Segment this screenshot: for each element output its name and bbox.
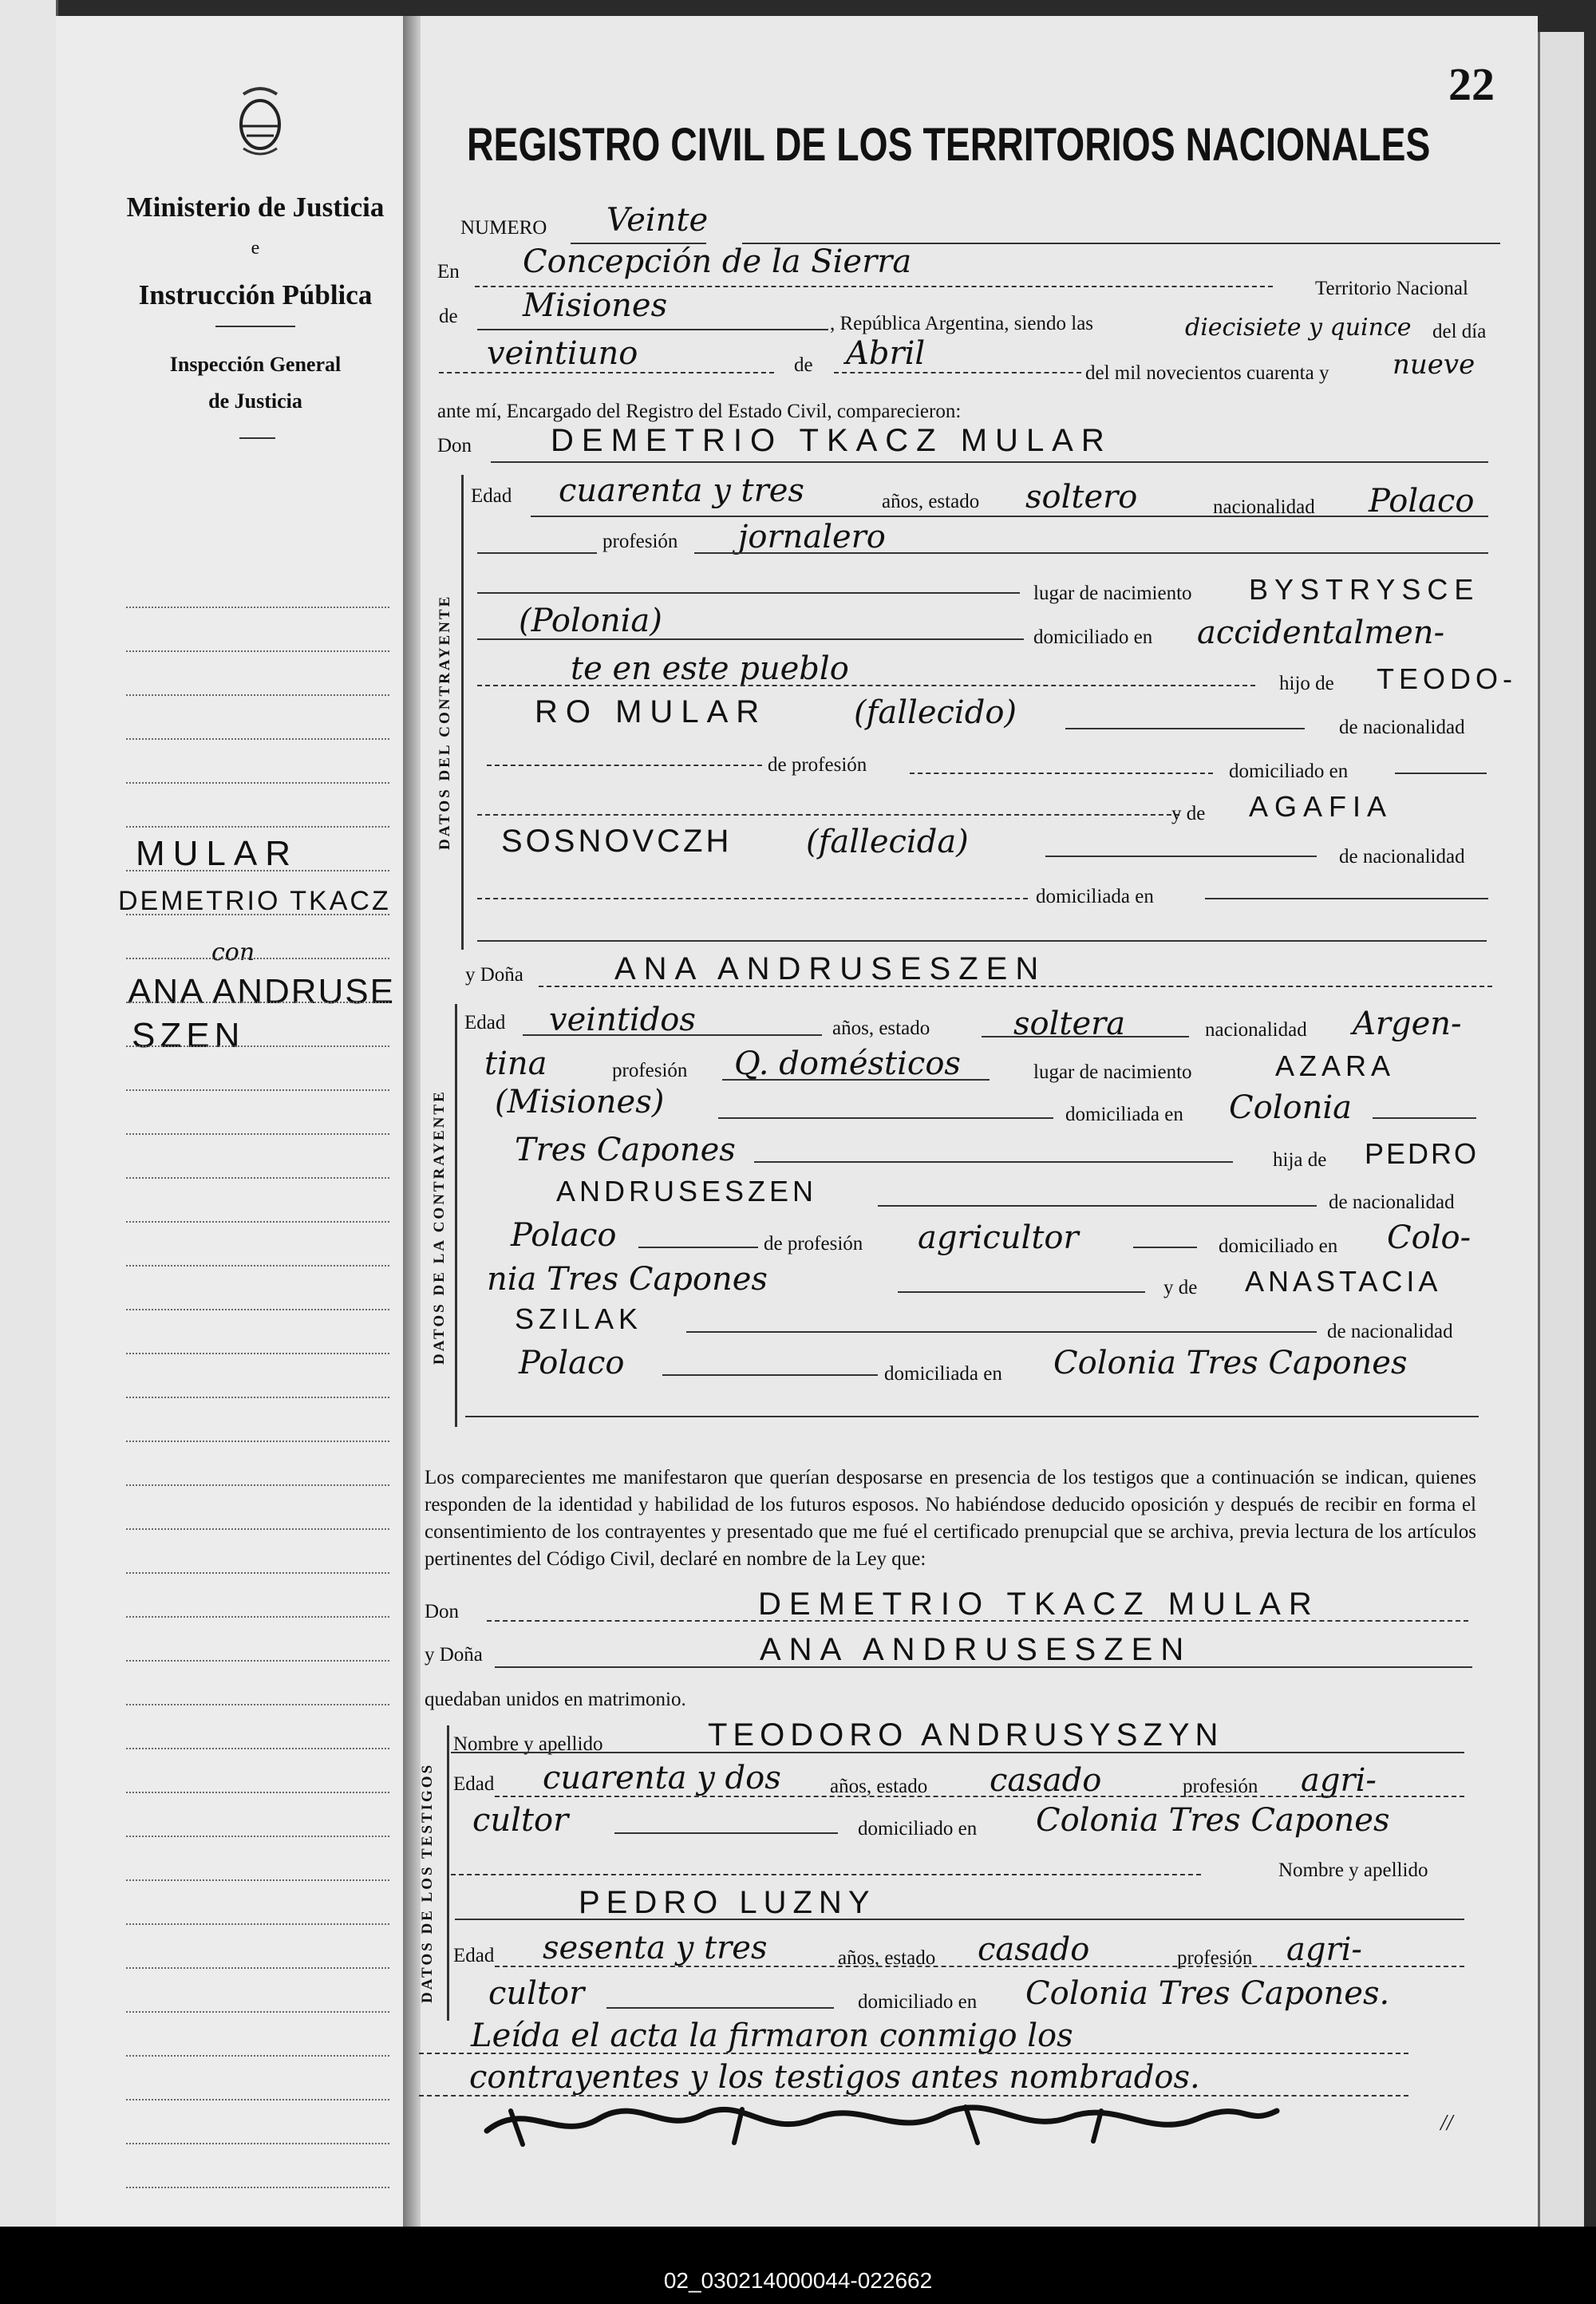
- w2-profesion-2: cultor: [488, 1975, 585, 2012]
- anio-value: nueve: [1393, 349, 1476, 381]
- bride-edad-label: Edad: [464, 1012, 506, 1033]
- bride-edad-line: [523, 1034, 822, 1036]
- bride-father-value-1: PEDRO: [1365, 1137, 1479, 1170]
- groom-domicilio-value-2: te en este pueblo: [571, 650, 849, 687]
- end-mark: //: [1440, 2111, 1453, 2136]
- bride-y-de-label: y de: [1163, 1277, 1198, 1298]
- margin-note-con: con: [211, 939, 255, 966]
- w1-edad: cuarenta y dos: [543, 1760, 781, 1796]
- w2-anios-estado-label: años, estado: [838, 1947, 936, 1969]
- groom-father-profesion-line: [910, 773, 1213, 774]
- margin-dotted-line: [126, 914, 389, 915]
- groom-nacionalidad-label: nacionalidad: [1213, 496, 1315, 518]
- w2-edad-line: [495, 1966, 1464, 1967]
- image-caption: 02_030214000044-022662: [663, 2268, 933, 2293]
- decl-dona-label: y Doña: [425, 1644, 483, 1666]
- margin-dotted-line: [126, 782, 389, 784]
- bride-mother-nacionalidad-label: de nacionalidad: [1327, 1321, 1453, 1342]
- margin-dotted-line: [126, 1440, 389, 1442]
- bride-nacionalidad-value-2: tina: [484, 1045, 547, 1082]
- w2-edad-label: Edad: [453, 1945, 495, 1966]
- groom-father-value-1: TEODO-: [1377, 662, 1517, 695]
- groom-signature: [479, 2095, 1285, 2151]
- bride-profesion-value: Q. domésticos: [734, 1045, 961, 1082]
- witnesses-section-bracket: [447, 1725, 449, 2021]
- bride-mother-value-1: ANASTACIA: [1245, 1265, 1442, 1298]
- previous-page-edge: [0, 0, 58, 2235]
- bride-name: ANA ANDRUSESZEN: [614, 951, 1047, 986]
- bride-hija-label: hija de: [1273, 1149, 1327, 1171]
- numero-value: Veinte: [606, 202, 709, 239]
- groom-hijo-label: hijo de: [1279, 673, 1334, 694]
- declaration-text: Los comparecientes me manifestaron que querían desposarse en presencia de los testigos que a continuación se indican, quienes responden de la identidad y habilidad de los futuros esposos. No habiéndose deducido oposición y después de recibir en forma el consentimiento de los contrayentes y presentado que me fué el certificado prenupcial que se archiva, previa lectura de los artículos pertinentes del Código Civil, declaré en nombre de la Ley que:: [425, 1467, 1476, 1570]
- w2-name: PEDRO LUZNY: [579, 1885, 876, 1920]
- bride-father-nacionalidad-label: de nacionalidad: [1329, 1192, 1455, 1213]
- unidos-text: quedaban unidos en matrimonio.: [425, 1689, 686, 1710]
- w2-profesion-label: profesión: [1177, 1947, 1253, 1969]
- ministry-name-line3: Instrucción Pública: [138, 279, 373, 310]
- groom-domicilio-line: [477, 685, 1255, 686]
- groom-domicilio-value-1: accidentalmen-: [1197, 615, 1445, 651]
- w1-name: TEODORO ANDRUSYSZYN: [708, 1717, 1224, 1753]
- w2-edad: sesenta y tres: [543, 1930, 768, 1966]
- bride-domicilio-line-2: [754, 1161, 1233, 1163]
- margin-dotted-line: [126, 1045, 389, 1047]
- groom-estado-value: soltero: [1025, 479, 1138, 516]
- hora-value: diecisiete y quince: [1185, 314, 1412, 342]
- bride-section-label: DATOS DE LA CONTRAYENTE: [431, 1089, 448, 1365]
- bride-domicilio-value-2: Tres Capones: [515, 1132, 736, 1168]
- en-label: En: [437, 261, 460, 283]
- bride-father-profesion: agricultor: [918, 1219, 1079, 1256]
- groom-mother-domicilio-lead: [477, 898, 1028, 899]
- margin-dotted-line: [126, 1879, 389, 1881]
- bride-mother-domicilio-label: domiciliada en: [884, 1363, 1002, 1385]
- w2-estado: casado: [978, 1931, 1090, 1968]
- groom-father-value-2: RO MULAR: [535, 694, 768, 729]
- margin-dotted-line: [126, 1528, 389, 1530]
- margin-dotted-line: [126, 1967, 389, 1969]
- don-label: Don: [437, 435, 472, 456]
- groom-father-profesion-lead: [487, 765, 762, 766]
- decl-groom-name: DEMETRIO TKACZ MULAR: [758, 1587, 1320, 1622]
- en-value: Concepción de la Sierra: [523, 243, 912, 280]
- inspection-divider: [239, 437, 275, 439]
- margin-dotted-line: [126, 826, 389, 828]
- groom-mother-line: [1045, 856, 1317, 857]
- margin-dotted-line: [126, 1923, 389, 1925]
- margin-dotted-line: [126, 1748, 389, 1749]
- margin-dotted-line: [126, 958, 389, 959]
- anio-text: del mil novecientos cuarenta y: [1085, 362, 1329, 384]
- inspection-line2: de Justicia: [208, 389, 302, 413]
- bride-nacionalidad-value-1: Argen-: [1353, 1006, 1462, 1042]
- w1-edad-label: Edad: [453, 1773, 495, 1795]
- margin-dotted-line: [126, 1353, 389, 1354]
- margin-dotted-line: [126, 1221, 389, 1223]
- bride-domicilio-label: domiciliada en: [1065, 1104, 1183, 1125]
- bride-father-domicilio-1: Colo-: [1387, 1219, 1472, 1256]
- groom-profesion-label: profesión: [602, 531, 678, 552]
- w1-domicilio-label: domiciliado en: [858, 1818, 978, 1840]
- decl-bride-name: ANA ANDRUSESZEN: [760, 1632, 1192, 1667]
- w1-domicilio: Colonia Tres Capones: [1036, 1802, 1390, 1839]
- bride-mother-domicilio: Colonia Tres Capones: [1053, 1345, 1408, 1381]
- groom-mother-status: (fallecida): [806, 824, 969, 860]
- numero-label: NUMERO: [460, 217, 547, 239]
- left-margin-page: [56, 16, 407, 2227]
- margin-dotted-line: [126, 694, 389, 696]
- margin-dotted-line: [126, 650, 389, 652]
- bride-mother-nacionalidad: Polaco: [519, 1345, 625, 1381]
- closing-line-2: contrayentes y los testigos antes nombrados.: [469, 2059, 1200, 2096]
- margin-dotted-line: [126, 1616, 389, 1618]
- w2-profesion-1: agri-: [1286, 1931, 1362, 1968]
- w2-domicilio: Colonia Tres Capones.: [1025, 1975, 1390, 2012]
- groom-section-label: DATOS DEL CONTRAYENTE: [437, 594, 453, 850]
- w1-edad-line: [495, 1796, 1464, 1797]
- margin-dotted-line: [126, 1792, 389, 1793]
- bride-father-domicilio-2: nia Tres Capones: [487, 1261, 768, 1298]
- de-mes-label: de: [794, 354, 813, 376]
- margin-dotted-line: [126, 2055, 389, 2057]
- groom-lugar-line: [477, 638, 1024, 640]
- margin-dotted-line: [126, 2187, 389, 2188]
- bride-domicilio-value-1: Colonia: [1229, 1089, 1352, 1126]
- w2-nombre-label: Nombre y apellido: [1278, 1859, 1428, 1881]
- bride-lugar-value-2: (Misiones): [495, 1084, 665, 1120]
- w1-anios-estado-label: años, estado: [830, 1776, 928, 1797]
- groom-blank-line: [477, 592, 1020, 594]
- groom-mother-value-2: SOSNOVCZH: [501, 824, 733, 859]
- bride-anios-estado-label: años, estado: [832, 1018, 930, 1039]
- bride-lugar-line: [718, 1117, 1053, 1119]
- w1-profesion-2: cultor: [472, 1802, 569, 1839]
- bride-extra-line: [465, 1416, 1479, 1417]
- margin-dotted-line: [126, 2099, 389, 2100]
- ministry-divider: [215, 326, 295, 327]
- w2-name-line: [455, 1919, 1464, 1920]
- territorio-value: Misiones: [523, 287, 668, 324]
- margin-dotted-line: [126, 2011, 389, 2013]
- ante-text: ante mí, Encargado del Registro del Estado Civil, comparecieron:: [437, 401, 962, 422]
- margin-dotted-line: [126, 2143, 389, 2144]
- del-dia-label: del día: [1432, 321, 1487, 342]
- groom-lugar-label: lugar de nacimiento: [1033, 583, 1192, 604]
- territorio-label: Territorio Nacional: [1315, 278, 1468, 299]
- margin-note-surname: MULAR: [136, 834, 299, 873]
- closing-line-1: Leída el acta la firmaron conmigo los: [471, 2017, 1073, 2054]
- groom-y-de-label: y de: [1171, 803, 1206, 824]
- margin-dotted-line: [126, 1177, 389, 1179]
- bride-mother-nac-line: [662, 1374, 878, 1376]
- groom-father-status: (fallecido): [854, 694, 1017, 731]
- bride-lugar-label: lugar de nacimiento: [1033, 1061, 1192, 1083]
- inspection-line1: Inspección General: [169, 353, 342, 376]
- groom-nacionalidad-value: Polaco: [1369, 483, 1475, 520]
- w1-estado: casado: [990, 1762, 1102, 1799]
- bride-father-value-2: ANDRUSESZEN: [556, 1175, 818, 1207]
- ministry-name-line1: Ministerio de Justicia: [126, 192, 385, 223]
- groom-name-line: [491, 461, 1488, 463]
- bride-father-dom-line: [898, 1291, 1145, 1293]
- bride-name-line: [539, 986, 1492, 987]
- groom-father-domicilio-line: [1395, 773, 1487, 774]
- dona-label: y Doña: [465, 964, 523, 986]
- next-page-edge: [1538, 32, 1584, 2227]
- groom-father-domicilio-label: domiciliado en: [1229, 761, 1349, 782]
- w2-domicilio-label: domiciliado en: [858, 1991, 978, 2013]
- groom-lugar-value-1: BYSTRYSCE: [1249, 573, 1480, 606]
- margin-dotted-line: [126, 738, 389, 740]
- bride-mother-line: [686, 1331, 1317, 1333]
- w2-name-lead: [451, 1874, 1201, 1875]
- w1-nombre-label: Nombre y apellido: [453, 1733, 603, 1755]
- bride-father-profesion-label: de profesión: [764, 1233, 863, 1255]
- margin-dotted-line: [126, 1002, 389, 1003]
- bride-profesion-line: [722, 1079, 990, 1081]
- margin-dotted-line: [126, 1133, 389, 1135]
- w1-profesion-label: profesión: [1183, 1776, 1258, 1797]
- book-gutter: [403, 16, 421, 2227]
- groom-edad-line: [531, 516, 1488, 517]
- groom-father-line: [1065, 728, 1305, 729]
- w1-name-line: [451, 1752, 1464, 1753]
- bride-estado-line: [982, 1036, 1189, 1037]
- groom-lugar-value-2: (Polonia): [519, 603, 662, 639]
- bride-father-nac-line: [638, 1247, 758, 1248]
- margin-dotted-line: [126, 1089, 389, 1091]
- groom-edad-value: cuarenta y tres: [559, 472, 804, 509]
- republica-text: , República Argentina, siendo las: [830, 313, 1094, 334]
- ministry-name-line2: e: [251, 238, 260, 259]
- groom-mother-nacionalidad-label: de nacionalidad: [1339, 846, 1465, 867]
- decl-don-label: Don: [425, 1601, 460, 1622]
- dia-value: veintiuno: [487, 335, 638, 372]
- dia-line: [439, 372, 774, 373]
- bride-father-nacionalidad: Polaco: [511, 1217, 617, 1254]
- margin-dotted-line: [126, 1309, 389, 1310]
- margin-dotted-line: [126, 1572, 389, 1574]
- witnesses-section-label: DATOS DE LOS TESTIGOS: [419, 1762, 436, 2003]
- bride-lugar-value-1: AZARA: [1275, 1049, 1396, 1082]
- groom-anios-estado-label: años, estado: [882, 491, 980, 512]
- bride-nacionalidad-label: nacionalidad: [1205, 1019, 1307, 1041]
- groom-section-bracket: [461, 475, 464, 950]
- territorio-line: [477, 329, 828, 330]
- groom-profesion-value: jornalero: [738, 519, 886, 555]
- margin-dotted-line: [126, 607, 389, 608]
- groom-father-nacionalidad-label: de nacionalidad: [1339, 717, 1465, 738]
- mes-value: Abril: [846, 335, 926, 372]
- groom-mother-value-1: AGAFIA: [1249, 790, 1393, 823]
- margin-dotted-line: [126, 1265, 389, 1267]
- decl-bride-line: [495, 1666, 1472, 1668]
- mes-line: [834, 372, 1081, 373]
- groom-profesion-line: [694, 552, 1488, 554]
- groom-mother-domicilio-label: domiciliada en: [1036, 886, 1154, 907]
- bride-domicilio-line: [1373, 1117, 1476, 1119]
- groom-mother-lead: [477, 814, 1179, 816]
- groom-extra-line: [477, 940, 1487, 942]
- bride-edad-value: veintidos: [549, 1002, 696, 1038]
- groom-mother-domicilio-line: [1205, 898, 1488, 899]
- groom-name: DEMETRIO TKACZ MULAR: [551, 423, 1112, 458]
- decl-groom-line: [487, 1620, 1468, 1622]
- groom-edad-label: Edad: [471, 485, 512, 507]
- margin-dotted-line: [126, 870, 389, 871]
- margin-note-bride-2: SZEN: [132, 1016, 245, 1055]
- margin-dotted-line: [126, 1397, 389, 1398]
- bride-profesion-label: profesión: [612, 1060, 688, 1081]
- coat-of-arms-emblem: [235, 86, 285, 158]
- bride-mother-value-2: SZILAK: [515, 1302, 643, 1335]
- margin-dotted-line: [126, 1484, 389, 1486]
- register-title: REGISTRO CIVIL DE LOS TERRITORIOS NACIONALES: [467, 119, 1431, 171]
- page-number: 22: [1448, 58, 1495, 110]
- margin-dotted-line: [126, 1704, 389, 1705]
- bride-father-line: [878, 1205, 1317, 1207]
- w1-profesion-1: agri-: [1301, 1762, 1377, 1799]
- de-label: de: [439, 306, 458, 327]
- margin-note-names: DEMETRIO TKACZ: [118, 886, 391, 916]
- groom-father-profesion-label: de profesión: [768, 754, 867, 776]
- margin-dotted-line: [126, 1660, 389, 1662]
- margin-note-bride-1: ANA ANDRUSE: [128, 972, 395, 1011]
- bride-section-bracket: [455, 1004, 457, 1427]
- groom-domicilio-label: domiciliado en: [1033, 626, 1153, 648]
- w2-prof-line: [606, 2007, 834, 2009]
- groom-profesion-lead: [477, 552, 597, 554]
- bride-estado-value: soltera: [1013, 1006, 1126, 1042]
- bride-father-domicilio-label: domiciliado en: [1219, 1235, 1338, 1257]
- closing-line-1-rule: [419, 2053, 1408, 2054]
- bride-father-prof-line: [1133, 1247, 1197, 1248]
- margin-dotted-line: [126, 1836, 389, 1837]
- w1-prof-line: [614, 1832, 838, 1834]
